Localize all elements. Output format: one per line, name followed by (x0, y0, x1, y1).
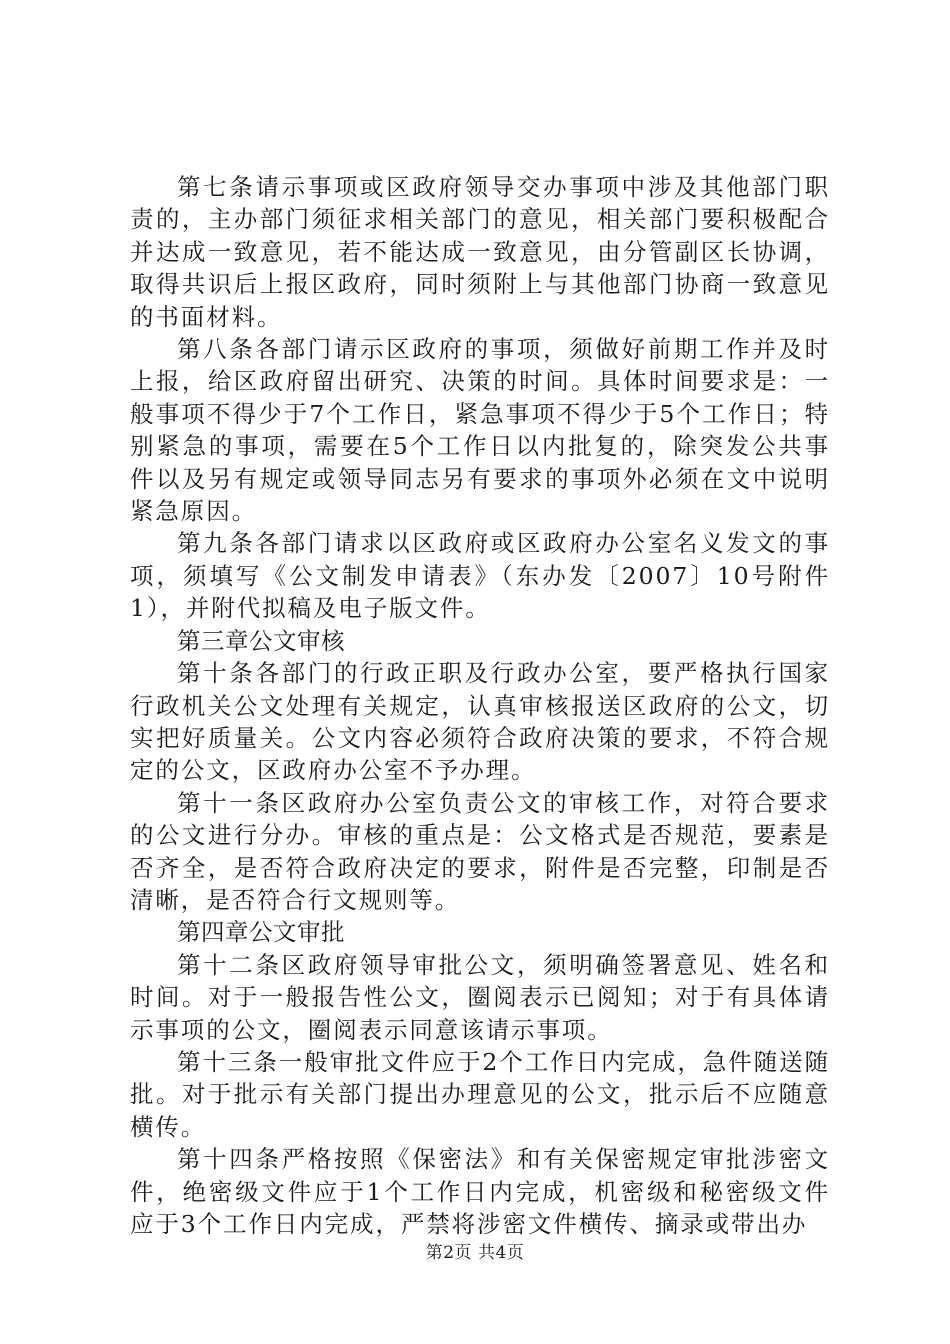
chapter-3-heading: 第三章公文审核 (177, 626, 345, 655)
article-14-paragraph: 第十四条严格按照《保密法》和有关保密规定审批涉密文件，绝密级文件应于1个工作日内完成，机密级和秘密级文件应于3个工作日内完成，严禁将涉密文件横传、摘录或带出办 (130, 1145, 830, 1238)
article-12-paragraph: 第十二条区政府领导审批公文，须明确签署意见、姓名和时间。对于一般报告性公文，圈阅表示已阅知；对于有具体请示事项的公文，圈阅表示同意该请示事项。 (130, 950, 830, 1044)
document-body (130, 171, 830, 1240)
article-13-paragraph: 第十三条一般审批文件应于2个工作日内完成，急件随送随批。对于批示有关部门提出办理意见的公文，批示后不应随意横传。 (130, 1047, 830, 1141)
chapter-4-heading: 第四章公文审批 (177, 918, 345, 947)
page-number-footer: 第2页 共4页 (425, 1243, 525, 1263)
article-8-paragraph: 第八条各部门请示区政府的事项，须做好前期工作并及时上报，给区政府留出研究、决策的时间。具体时间要求是：一般事项不得少于7个工作日，紧急事项不得少于5个工作日；特别紧急的事项，需要在5个工作日以内批复的，除突发公共事件以及另有规定或领导同志另有要求的事项外必须在文中说明紧急原因。 (130, 335, 830, 526)
article-9-paragraph: 第九条各部门请求以区政府或区政府办公室名义发文的事项，须填写《公文制发申请表》（东办发〔2007〕10号附件1），并附代拟稿及电子版文件。 (130, 529, 830, 623)
article-7-paragraph: 第七条请示事项或区政府领导交办事项中涉及其他部门职责的，主办部门须征求相关部门的意见，相关部门要积极配合并达成一致意见，若不能达成一致意见，由分管副区长协调，取得共识后上报区政府，同时须附上与其他部门协商一致意见的书面材料。 (130, 173, 830, 331)
article-11-paragraph: 第十一条区政府办公室负责公文的审核工作，对符合要求的公文进行分办。审核的重点是：公文格式是否规范，要素是否齐全，是否符合政府决定的要求，附件是否完整，印制是否清晰，是否符合行文规则等。 (130, 788, 830, 914)
article-10-paragraph: 第十条各部门的行政正职及行政办公室，要严格执行国家行政机关公文处理有关规定，认真审核报送区政府的公文，切实把好质量关。公文内容必须符合政府决策的要求，不符合规定的公文，区政府办公室不予办理。 (130, 659, 830, 785)
